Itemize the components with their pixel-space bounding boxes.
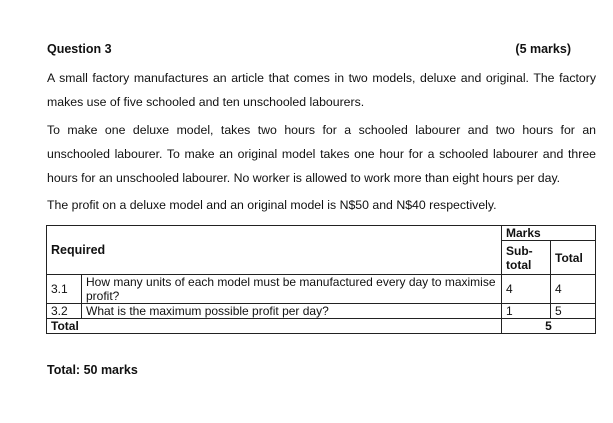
paragraph-factory-description: A small factory manufactures an article that comes in two models, deluxe and original. The factory makes use of five schooled and ten unschooled labourers. [47, 71, 596, 109]
row-question-text: How many units of each model must be manufactured every day to maximise profit? [82, 275, 502, 304]
paragraph-labour-hours: To make one deluxe model, takes two hours for a schooled labourer and two hours for an unschooled labourer. To make an original model takes one hour for a schooled labourer and three hours for an unschooled labourer. No worker is allowed to work more than eight hours per day. [47, 123, 596, 185]
total-row-value: 5 [502, 319, 596, 334]
total-row-label: Total [47, 319, 502, 334]
row-total: 5 [551, 304, 596, 319]
question-title: Question 3 [47, 42, 112, 56]
row-question-text: What is the maximum possible profit per day? [82, 304, 502, 319]
row-subtotal: 4 [502, 275, 551, 304]
table-row [47, 275, 596, 304]
required-header: Required [47, 226, 502, 275]
row-subtotal: 1 [502, 304, 551, 319]
table-total-row [47, 319, 596, 334]
row-number: 3.1 [47, 275, 82, 304]
subtotal-header: Sub-total [502, 241, 551, 275]
total-marks: Total: 50 marks [47, 363, 138, 377]
question-heading [47, 42, 571, 56]
marks-table [46, 225, 596, 334]
total-column-header: Total [551, 241, 596, 275]
paragraph-profit: The profit on a deluxe model and an original model is N$50 and N$40 respectively. [47, 198, 497, 212]
row-total: 4 [551, 275, 596, 304]
table-row [47, 304, 596, 319]
row-number: 3.2 [47, 304, 82, 319]
table-header-row [47, 226, 596, 241]
question-marks: (5 marks) [515, 42, 571, 56]
marks-header: Marks [502, 226, 596, 241]
